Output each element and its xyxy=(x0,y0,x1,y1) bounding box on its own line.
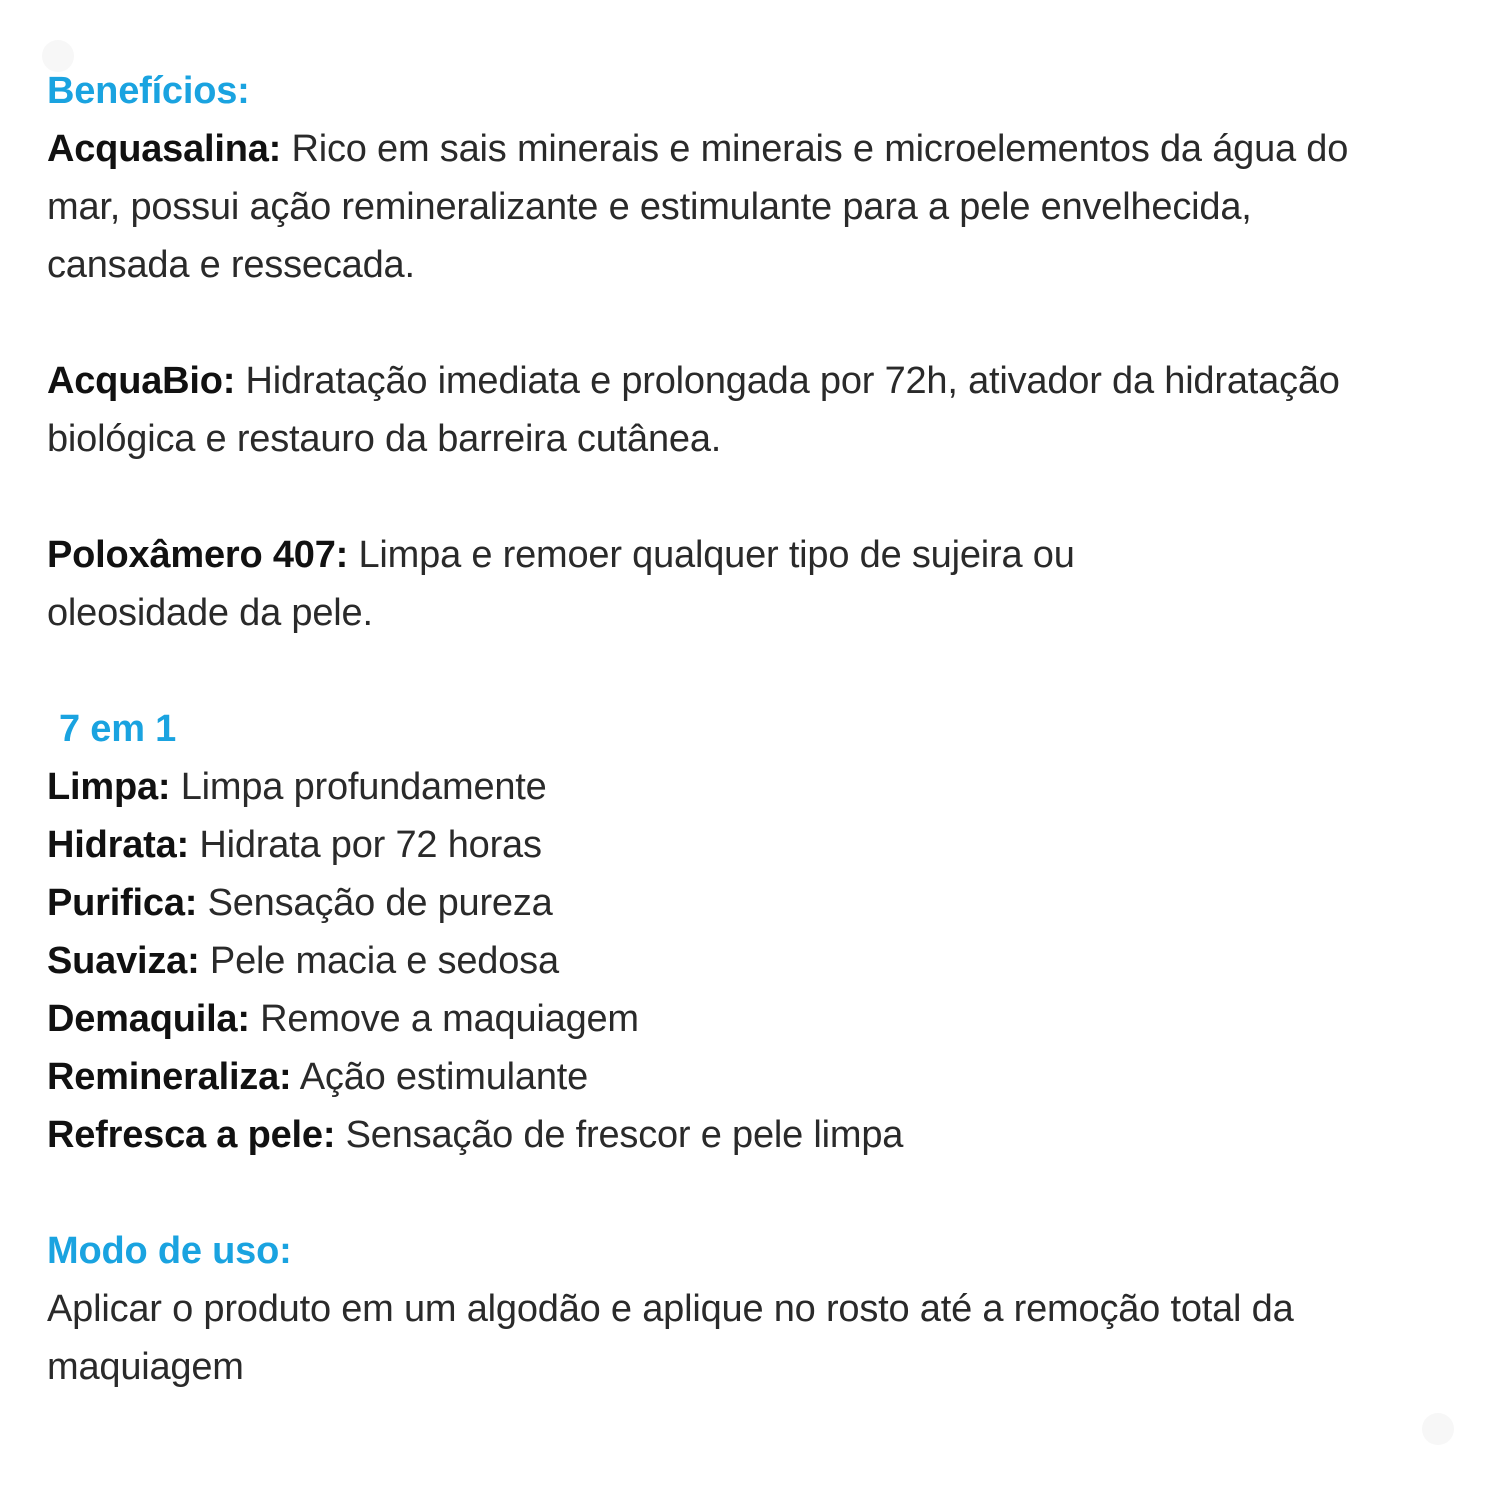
benefit-acquasalina xyxy=(47,120,1387,294)
item-text: Ação estimulante xyxy=(291,1056,589,1098)
product-description xyxy=(47,62,1387,1396)
item-label: Suaviza: xyxy=(47,940,200,982)
benefit-label: Acquasalina: xyxy=(47,128,282,170)
item-label: Remineraliza: xyxy=(47,1056,292,1098)
usage-heading: Modo de uso: xyxy=(47,1230,292,1272)
spacer xyxy=(47,294,1387,352)
benefit-poloxamero xyxy=(47,526,1247,642)
item-text: Hidrata por 72 horas xyxy=(188,824,542,866)
spacer xyxy=(47,1164,1387,1222)
item-text: Sensação de pureza xyxy=(197,882,553,924)
spacer xyxy=(47,468,1387,526)
benefit-acquabio xyxy=(47,352,1387,468)
list-item-demaquila xyxy=(47,990,1387,1048)
item-label: Hidrata: xyxy=(47,824,189,866)
benefit-text: Hidratação imediata e prolongada por 72h, ativador da hidratação biológica e restauro da barreira cutânea. xyxy=(47,360,1340,460)
item-text: Limpa profundamente xyxy=(170,766,547,808)
benefits-heading: Benefícios: xyxy=(47,70,250,112)
list-item-purifica xyxy=(47,874,1387,932)
usage-text: Aplicar o produto em um algodão e aplique no rosto até a remoção total da maquiagem xyxy=(47,1288,1294,1388)
seven-in-one-heading: 7 em 1 xyxy=(59,708,177,750)
item-label: Demaquila: xyxy=(47,998,250,1040)
seven-in-one-list xyxy=(47,758,1387,1164)
list-item-hidrata xyxy=(47,816,1387,874)
faint-dot-bottom-right xyxy=(1422,1413,1454,1445)
benefit-text: Limpa e remoer qualquer tipo de sujeira ou oleosidade da pele. xyxy=(47,534,1075,634)
item-label: Refresca a pele: xyxy=(47,1114,336,1156)
item-text: Sensação de frescor e pele limpa xyxy=(335,1114,904,1156)
benefit-text: Rico em sais minerais e minerais e microelementos da água do mar, possui ação remineralizante e estimulante para a pele envelhecida, cansada e ressecada. xyxy=(47,128,1349,286)
spacer xyxy=(47,642,1387,700)
list-item-remineraliza xyxy=(47,1048,1387,1106)
item-text: Pele macia e sedosa xyxy=(199,940,559,982)
list-item-refresca xyxy=(47,1106,1387,1164)
item-label: Limpa: xyxy=(47,766,171,808)
item-text: Remove a maquiagem xyxy=(249,998,639,1040)
benefit-label: AcquaBio: xyxy=(47,360,236,402)
benefit-label: Poloxâmero 407: xyxy=(47,534,349,576)
item-label: Purifica: xyxy=(47,882,198,924)
list-item-limpa xyxy=(47,758,1387,816)
list-item-suaviza xyxy=(47,932,1387,990)
